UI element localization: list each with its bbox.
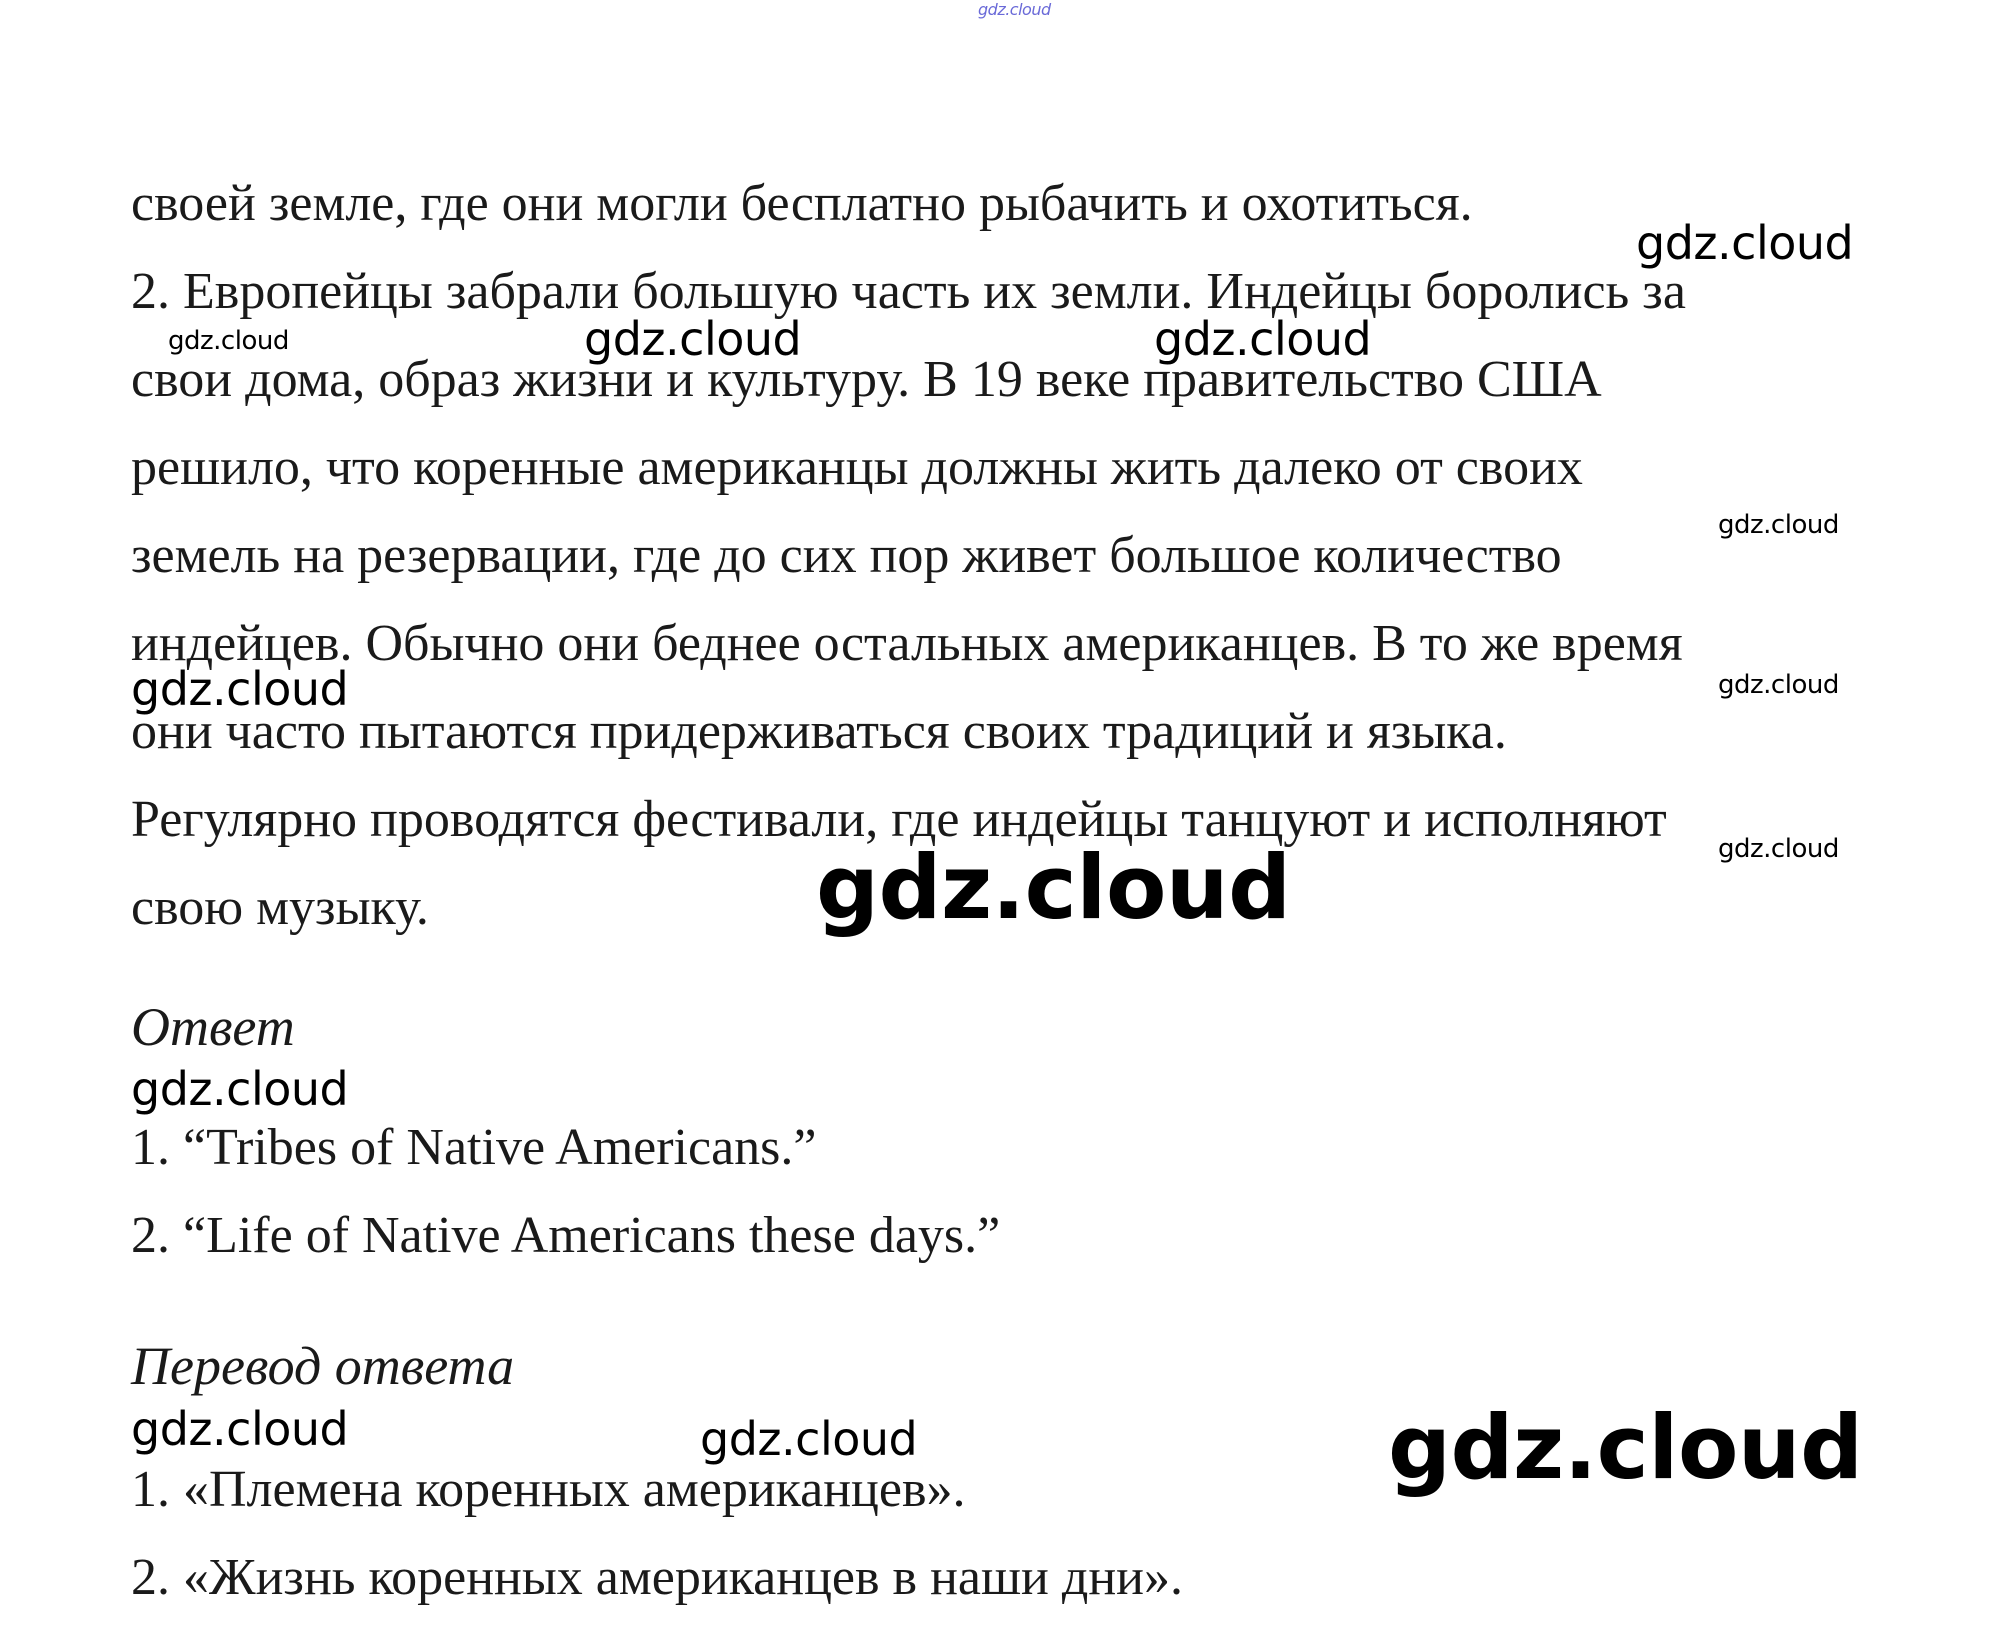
watermark-logo: gdz.cloud — [700, 1412, 918, 1466]
translation-item: 1. «Племена коренных американцев». — [131, 1461, 966, 1518]
watermark-logo: gdz.cloud — [131, 1062, 349, 1116]
watermark-logo: gdz.cloud — [131, 1402, 349, 1456]
watermark-logo: gdz.cloud — [1718, 670, 1839, 700]
body-line: своей земле, где они могли бесплатно рыбачить и охотиться. — [131, 175, 1473, 232]
watermark-logo: gdz.cloud — [131, 662, 349, 716]
answer-heading: Ответ — [131, 997, 295, 1057]
body-line: свою музыку. — [131, 879, 429, 936]
body-line: свои дома, образ жизни и культуру. В 19 веке правительство США — [131, 351, 1602, 408]
watermark-logo: gdz.cloud — [1718, 834, 1839, 864]
body-line: земель на резервации, где до сих пор живет большое количество — [131, 527, 1562, 584]
watermark-logo: gdz.cloud — [1718, 510, 1839, 540]
translation-heading: Перевод ответа — [131, 1336, 515, 1396]
body-line: 2. Европейцы забрали большую часть их земли. Индейцы боролись за — [131, 263, 1686, 320]
answer-item: 1. “Tribes of Native Americans.” — [131, 1119, 817, 1176]
watermark-logo: gdz.cloud — [816, 836, 1291, 939]
watermark-logo: gdz.cloud — [1154, 312, 1372, 366]
body-line: они часто пытаются придерживаться своих традиций и языка. — [131, 703, 1507, 760]
translation-item: 2. «Жизнь коренных американцев в наши дни». — [131, 1549, 1183, 1606]
body-line: индейцев. Обычно они беднее остальных американцев. В то же время — [131, 615, 1683, 672]
body-line: решило, что коренные американцы должны жить далеко от своих — [131, 439, 1583, 496]
body-line: Регулярно проводятся фестивали, где индейцы танцуют и исполняют — [131, 791, 1667, 848]
watermark-logo: gdz.cloud — [1388, 1396, 1863, 1499]
answer-item: 2. “Life of Native Americans these days.” — [131, 1207, 1001, 1264]
watermark-logo: gdz.cloud — [978, 0, 1051, 19]
watermark-logo: gdz.cloud — [168, 326, 289, 356]
watermark-logo: gdz.cloud — [584, 312, 802, 366]
watermark-logo: gdz.cloud — [1636, 216, 1854, 270]
